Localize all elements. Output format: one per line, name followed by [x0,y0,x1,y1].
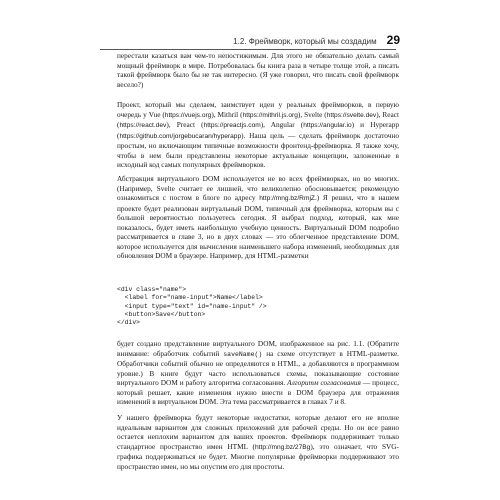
code-line-1: <div class="name"> [117,286,187,293]
link-angular[interactable]: https://angular.io [303,122,352,129]
text: .) Я решил, что в нашем проекте будет реализован виртуальный DOM, типичный для фреймворка, которым вы с большой вероятностью пользуетесь сегодня. Я выбрал подход, который, как мне показалось, будет иметь наибольшую учебную ценность. Виртуальный DOM подробно рассматривается в главе 3, но в двух словах — это облегченное представление DOM, которое используется для вычисления наименьшего набора изменений, необходимых для обновления DOM в браузере. Например, для HTML-разметки [117,193,400,260]
text: У нашего фреймворка будут некоторые недостатки, которые делают его не вполне идеальным вариантом для сложных приложений для рабочей среды. Но он все равно остается неплохим вариантом для ваших проектов. Фреймворк поддерживает только стандартное пространство имен HTML ( [117,413,399,451]
section-title: 1.2. Фреймворк, который мы создадим [233,37,377,46]
code-listing [117,286,399,327]
text: — процесс, который решает, какие изменения нужно внести в DOM браузера для отражения изменений в виртуальном DOM. Эта тема рассматривается в главах 7 и 8. [117,378,399,406]
paragraph-4 [117,339,399,407]
link-svelte[interactable]: https://svelte.dev [326,111,377,119]
paragraph-1-text: перестали казаться вам чем-то непостижимым. Для этого не обязательно делать самый мощный фреймворк в мире. Потребовалась бы книга раза в четыре толще этой, а писать такой фреймворк было бы не так интересно. (Я уже говорил, что писать свой фреймворк весело?) [117,51,399,89]
link-preact[interactable]: https://preactjs.com [203,122,261,129]
page-number: 29 [386,33,400,47]
text: ), это означает, что SVG-графика поддерживаться не будет. Многие популярные фреймворки поддерживают это пространство имен, но мы опустим его для простоты. [117,441,399,471]
text: ), Svelte ( [297,109,327,119]
code-line-5: </div> [117,319,141,327]
text: ), React ( [117,109,399,129]
inline-code: saveName() [223,350,263,358]
link-react[interactable]: https://react.dev [119,122,167,129]
emphasis: Алгоритм согласования [287,378,361,387]
paragraph-1 [117,51,399,89]
text: будет создано представление виртуального DOM, изображенное на рис. 1.1. (Обратите внимание: обработчик событий [117,339,399,358]
text: ). Наша цель — сделать фреймворк достаточно простым, но включающим типичные возможности фронтенд-фреймворка. Я также хочу, чтобы в нем были представлены некоторые актуальные концепции, заложенные в исходный код самых популярных фреймворков. [117,130,399,169]
code-line-4: <button>Save</button> [117,310,206,318]
text: на схеме отсутствует в HTML-разметке. Обработчики событий обычно не определяются в HTML, а добавляются в программном уровне.) В книге будут часто использоваться схемы, показывающие состояние виртуального DOM и работу алгоритма согласования. [117,348,400,387]
paragraph-2 [117,100,399,170]
link-html-namespace[interactable]: http://mng.bz/27Bg [254,443,311,451]
link-svelte-blog[interactable]: http://mng.bz/RmjZ [259,195,315,202]
header-rule [100,49,396,50]
paragraph-3 [117,174,399,261]
text: ) и Hyperapp ( [117,120,399,140]
text: Проект, который мы сделаем, заимствует идеи у реальных фреймворков, в первую очередь у Vue ( [117,100,399,119]
text: ), Mithril ( [211,109,243,119]
text: ), Angular ( [260,120,304,129]
code-line-2: <label for="name-input">Name</label> [117,294,263,302]
text: Абстракция виртуального DOM используется не во всех фреймворках, но во многих. (Например, Svelte считает ее лишней, что великолепно обосновывается; рекомендую ознакомиться с постом в блоге по адресу [117,174,399,202]
link-mithril[interactable]: https://mithril.js.org [242,111,298,119]
code-line-3: <input type="text" id="name-input" /> [117,302,267,310]
text: ), Preact ( [166,120,204,129]
link-vue[interactable]: https://vuejs.org [164,111,212,119]
link-hyperapp[interactable]: https://github.com/jorgebucaran/hyperapp [119,132,242,140]
paragraph-5 [117,413,399,471]
running-header [100,33,400,47]
